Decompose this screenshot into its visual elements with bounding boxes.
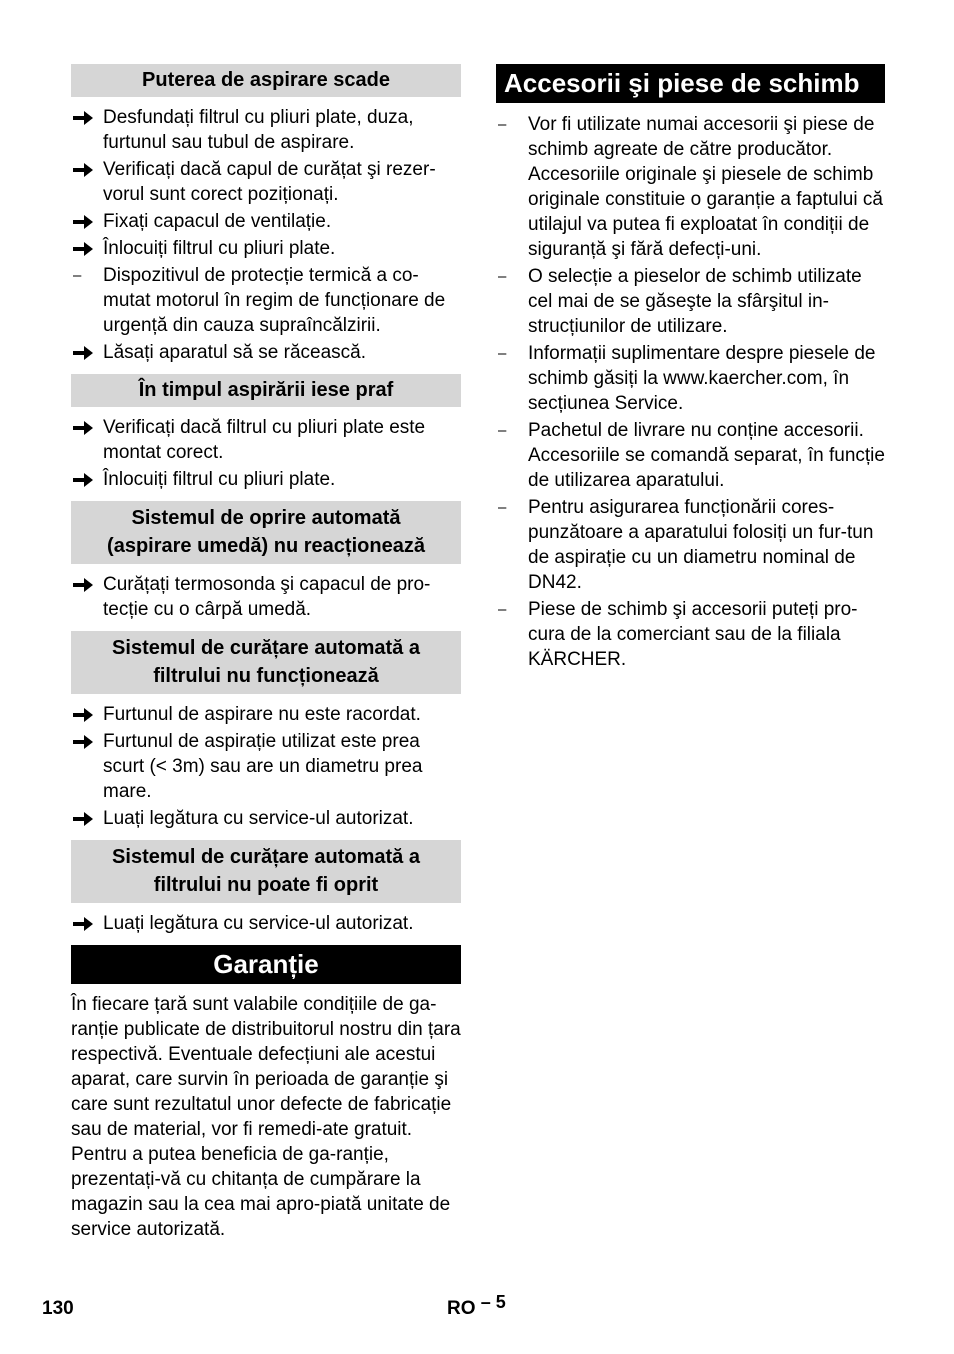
dash-bullet-icon: – (498, 116, 507, 133)
list-item-text: O selecție a pieselor de schimb utilizate cel mai de se găseşte la sfârşitul in-strucțiunilor de utilizare. (528, 266, 862, 337)
list-item (71, 911, 461, 936)
section-heading-filter-cleaning-cannot-stop (71, 840, 461, 903)
heading-line: Sistemul de curățare automată a (112, 846, 420, 868)
list-item-text: Furtunul de aspirare nu este racordat. (103, 704, 421, 725)
list-item (71, 702, 461, 727)
heading-line: filtrului nu funcționează (153, 665, 379, 687)
section-heading-warranty: Garanție (71, 945, 461, 984)
dash-bullet-icon: – (498, 499, 507, 516)
suction-power-list (71, 105, 461, 365)
list-item-text: Curățați termosonda şi capacul de pro-tecție cu o cârpă umedă. (103, 574, 431, 620)
heading-line: (aspirare umedă) nu reacționează (107, 535, 425, 557)
warranty-text: În fiecare țară sunt valabile condițiile de ga-ranție publicate de distribuitorul nostru din țara respectivă. Eventuale defecțiuni ale acestui aparat, care survin în perioada de garanție şi care sunt rezultatul unor defecte de fabricație sau de material, vor fi remedi-ate gratuit. Pentru a putea beneficia de ga-ranție, prezentați-vă cu chitanța de cumpărare la magazin sau la cea mai apro-piată unitate de service autorizată. (71, 994, 461, 1240)
list-item (71, 415, 461, 465)
list-item (71, 729, 461, 804)
list-item-text: Verificați dacă filtrul cu pliuri plate este montat corect. (103, 417, 426, 463)
dash-bullet-icon: – (498, 422, 507, 439)
section-page-number: – 5 (480, 1292, 506, 1312)
dash-bullet-icon: – (498, 345, 507, 362)
list-item-text: Fixați capacul de ventilație. (103, 211, 332, 232)
list-item-text: Furtunul de aspirație utilizat este prea scurt (< 3m) sau are un diametru prea mare. (103, 731, 423, 802)
section-heading-filter-cleaning-not-working (71, 631, 461, 694)
accessories-list (496, 112, 885, 672)
heading-line: filtrului nu poate fi oprit (153, 874, 379, 896)
section-heading-suction-power: Puterea de aspirare scade (71, 64, 461, 97)
list-item-text: Pentru asigurarea funcționării cores-punzătoare a aparatului folosiți un fur-tun de aspirație cu un diametru nominal de DN42. (528, 497, 874, 593)
list-item-text: Luați legătura cu service-ul autorizat. (103, 913, 414, 934)
list-item (496, 597, 885, 672)
list-item-text: Pachetul de livrare nu conține accesorii. Accesoriile se comandă separat, în funcție de utilizarea aparatului. (528, 420, 885, 491)
filter-cleaning-cannot-stop-list (71, 911, 461, 936)
page-number: 130 (42, 1298, 74, 1319)
heading-line: Sistemul de curățare automată a (112, 637, 420, 659)
left-column (71, 64, 461, 1242)
dust-escapes-list (71, 415, 461, 492)
list-item (496, 264, 885, 339)
dash-bullet-icon: – (498, 601, 507, 618)
auto-stop-list (71, 572, 461, 622)
heading-line: Sistemul de oprire automată (131, 507, 401, 529)
section-heading-auto-stop (71, 501, 461, 564)
list-item (71, 263, 461, 338)
list-item (71, 806, 461, 831)
list-item-text: Piese de schimb şi accesorii puteți pro-cura de la comerciant sau de la filiala KÄRCHER. (528, 599, 858, 670)
list-item (71, 236, 461, 261)
footer-section-label (447, 1292, 506, 1320)
right-column (496, 64, 885, 674)
list-item-text: Înlocuiți filtrul cu pliuri plate. (103, 469, 336, 490)
list-item (71, 157, 461, 207)
list-item-text: Înlocuiți filtrul cu pliuri plate. (103, 238, 336, 259)
list-item (496, 112, 885, 262)
list-item (71, 105, 461, 155)
language-code: RO (447, 1298, 476, 1319)
list-item-text: Desfundați filtrul cu pliuri plate, duza, furtunul sau tubul de aspirare. (103, 107, 414, 153)
list-item (71, 340, 461, 365)
list-item (496, 418, 885, 493)
list-item-text: Lăsați aparatul să se răcească. (103, 342, 366, 363)
list-item-text: Vor fi utilizate numai accesorii şi piese de schimb agreate de către producător. Accesoriile originale şi piesele de schimb originale constituie o garanție a faptului că utilajul va putea fi exploatat în condiții de siguranță şi fără defecți-uni. (528, 114, 883, 260)
section-heading-dust-escapes: În timpul aspirării iese praf (71, 374, 461, 407)
list-item-text: Dispozitivul de protecție termică a co-mutat motorul în regim de funcționare de urgență din cauza supraîncălzirii. (103, 265, 446, 336)
list-item (71, 209, 461, 234)
list-item (71, 467, 461, 492)
list-item-text: Verificați dacă capul de curățat şi rezer-vorul sunt corect poziționați. (103, 159, 436, 205)
section-heading-accessories: Accesorii şi piese de schimb (496, 64, 885, 103)
dash-bullet-icon: – (73, 267, 82, 284)
list-item (71, 572, 461, 622)
dash-bullet-icon: – (498, 268, 507, 285)
list-item (496, 341, 885, 416)
list-item-text: Informații suplimentare despre piesele de schimb găsiți la www.kaercher.com, în secțiunea Service. (528, 343, 876, 414)
list-item (496, 495, 885, 595)
list-item-text: Luați legătura cu service-ul autorizat. (103, 808, 414, 829)
filter-cleaning-not-working-list (71, 702, 461, 831)
